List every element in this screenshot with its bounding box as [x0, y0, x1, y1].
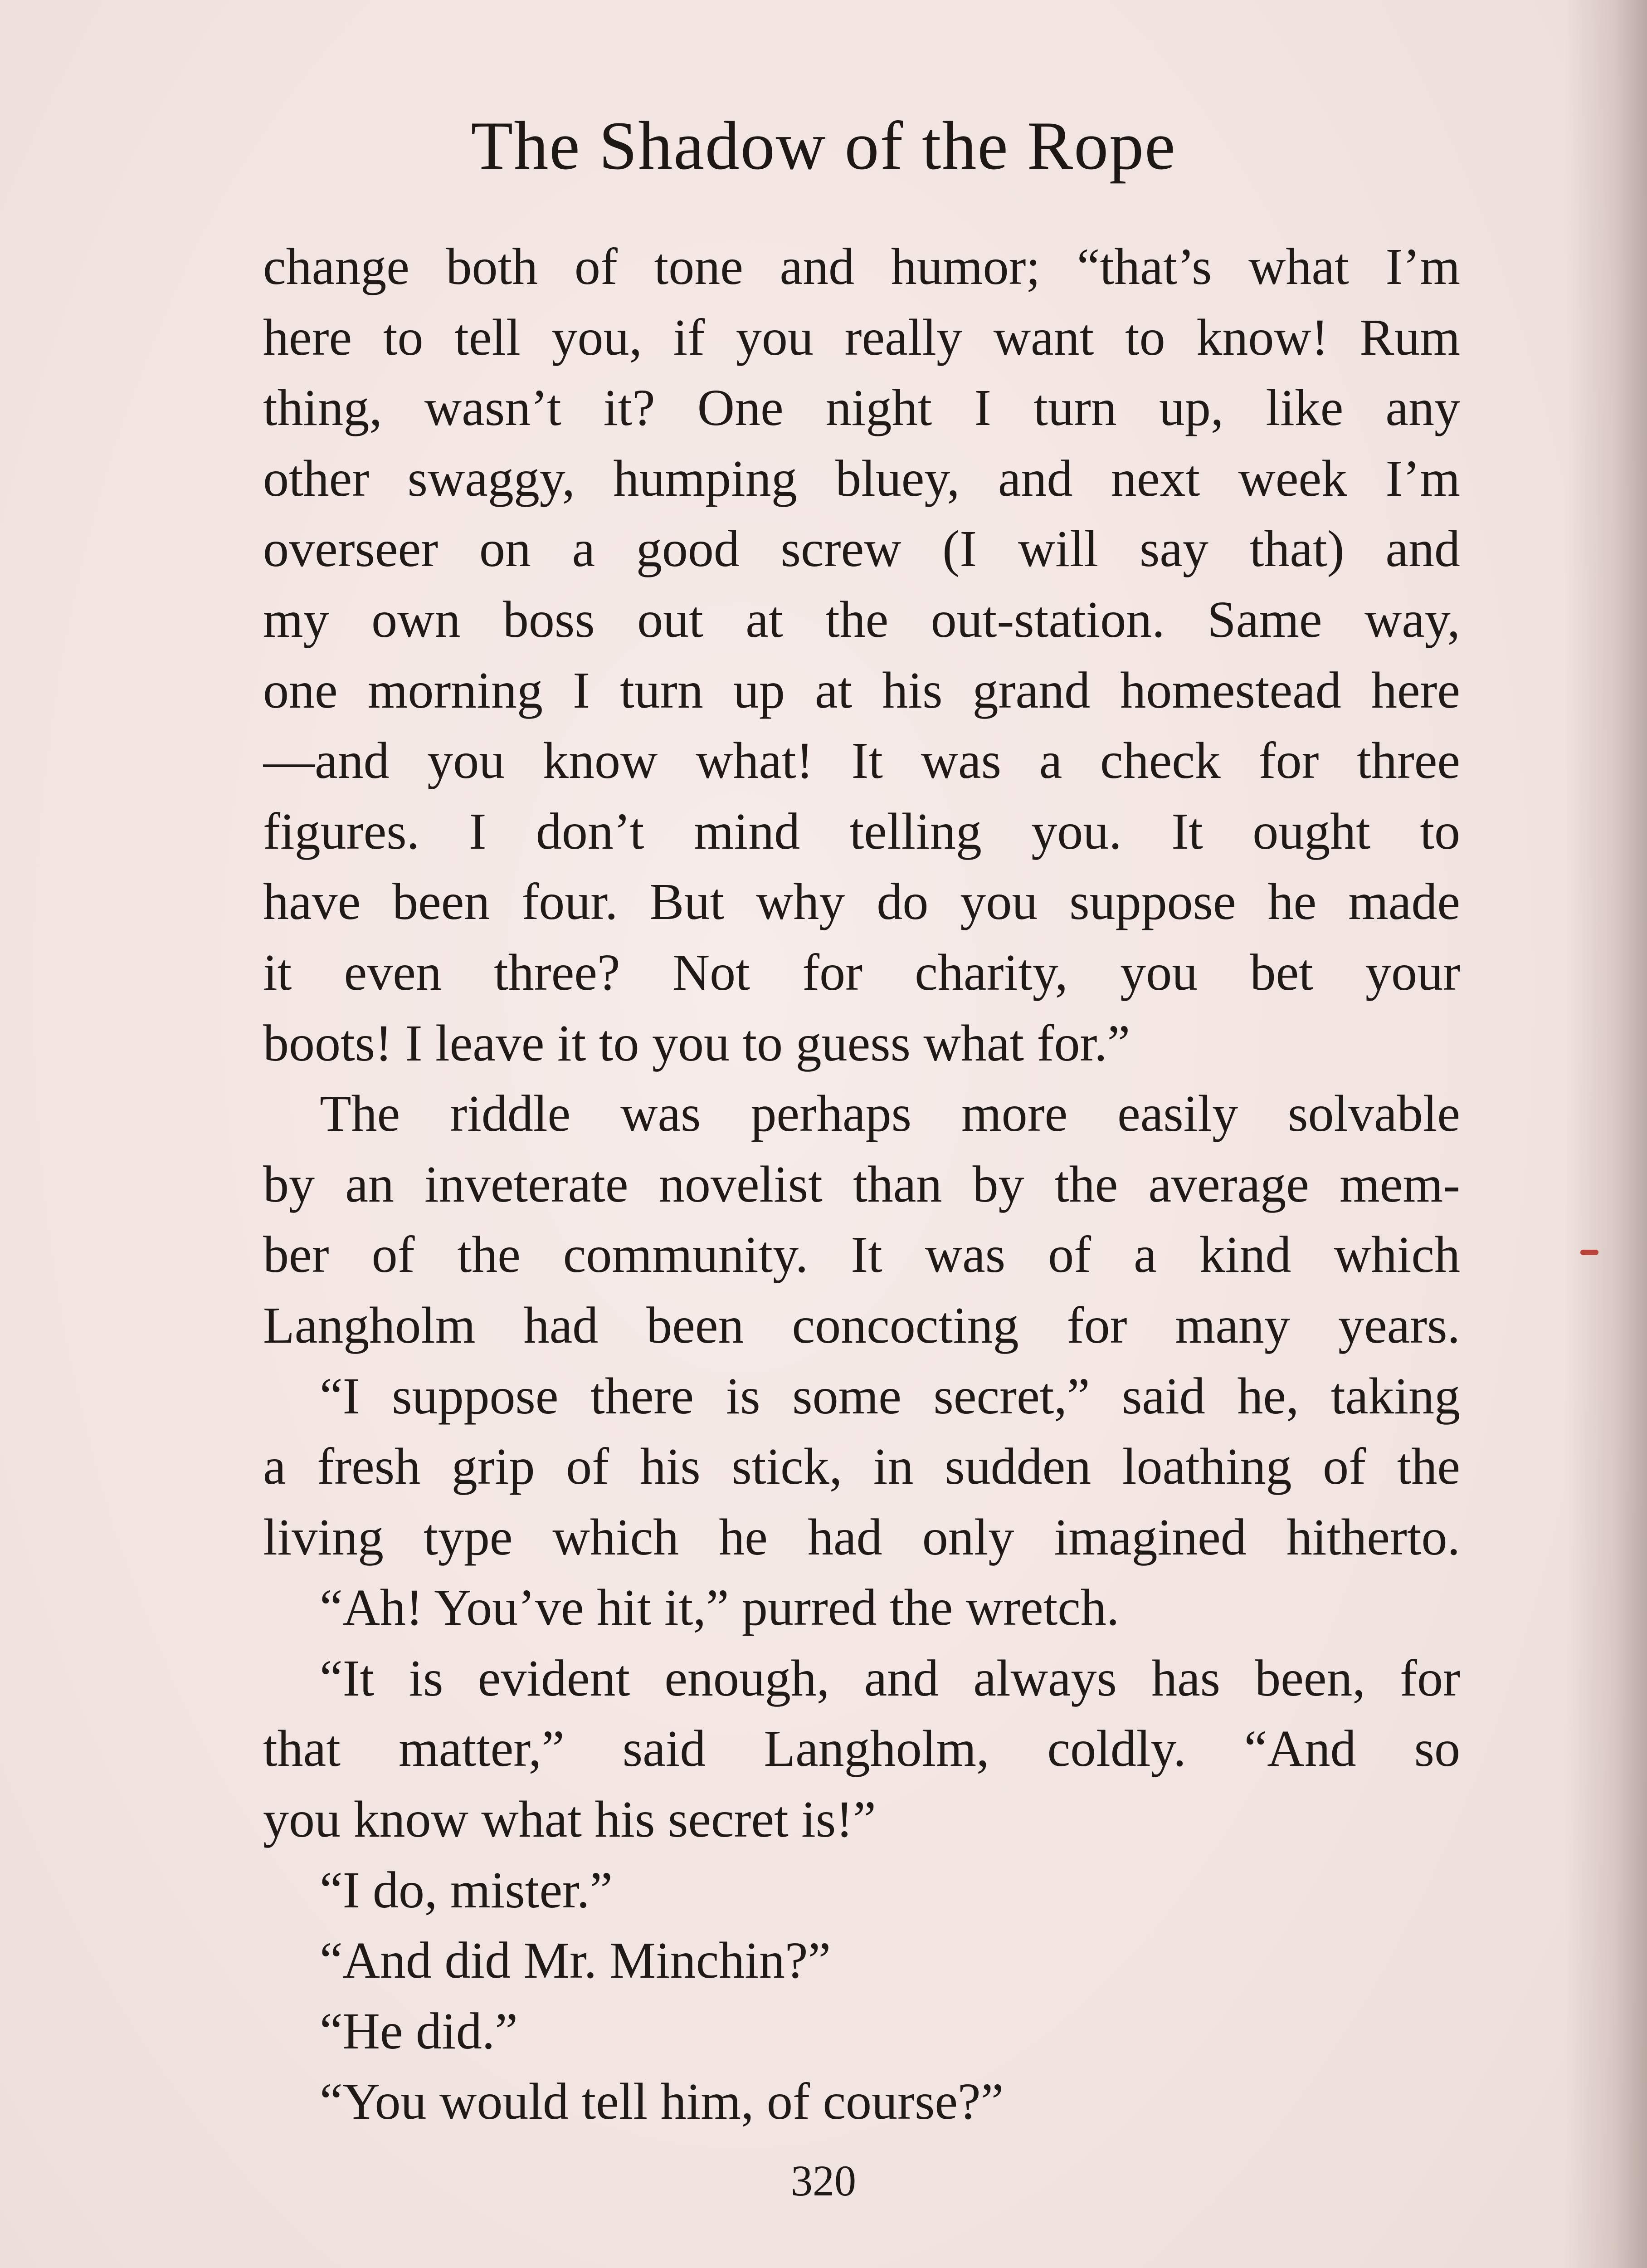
text-line: figures. I don’t mind telling you. It ought to: [263, 802, 1460, 860]
body-text: [263, 231, 1460, 2137]
text-line: living type which he had only imagined hitherto.: [263, 1508, 1460, 1566]
running-head: The Shadow of the Rope: [471, 108, 1176, 184]
text-line: “It is evident enough, and always has been, for: [320, 1649, 1460, 1707]
text-line: “And did Mr. Minchin?”: [320, 1931, 831, 1989]
text-line: it even three? Not for charity, you bet your: [263, 943, 1460, 1001]
text-line: overseer on a good screw (I will say that) and: [263, 520, 1460, 578]
text-line: a fresh grip of his stick, in sudden loathing of the: [263, 1437, 1460, 1496]
text-line: have been four. But why do you suppose he made: [263, 873, 1460, 931]
text-line: “I do, mister.”: [320, 1861, 613, 1919]
text-line: The riddle was perhaps more easily solvable: [320, 1085, 1460, 1143]
text-line: here to tell you, if you really want to know! Rum: [263, 308, 1460, 366]
text-line: “He did.”: [320, 2002, 518, 2060]
text-line: —and you know what! It was a check for three: [263, 732, 1460, 790]
text-line: by an inveterate novelist than by the average mem-: [263, 1155, 1460, 1213]
margin-mark: [1580, 1250, 1598, 1255]
text-line: that matter,” said Langholm, coldly. “And so: [263, 1720, 1460, 1778]
text-line: other swaggy, humping bluey, and next week I’m: [263, 449, 1460, 507]
text-line: “You would tell him, of course?”: [320, 2072, 1004, 2131]
text-line: my own boss out at the out-station. Same way,: [263, 590, 1460, 648]
text-line: change both of tone and humor; “that’s what I’m: [263, 238, 1460, 295]
text-line: thing, wasn’t it? One night I turn up, like any: [263, 379, 1460, 437]
text-line: boots! I leave it to you to guess what for.”: [263, 1014, 1130, 1072]
text-line: you know what his secret is!”: [263, 1790, 876, 1848]
text-line: “Ah! You’ve hit it,” purred the wretch.: [320, 1579, 1120, 1637]
page-number: 320: [791, 2156, 856, 2205]
text-line: one morning I turn up at his grand homestead here: [263, 661, 1460, 719]
text-line: ber of the community. It was of a kind which: [263, 1226, 1460, 1284]
text-line: “I suppose there is some secret,” said he, taking: [320, 1367, 1460, 1425]
text-line: Langholm had been concocting for many years.: [263, 1296, 1460, 1354]
